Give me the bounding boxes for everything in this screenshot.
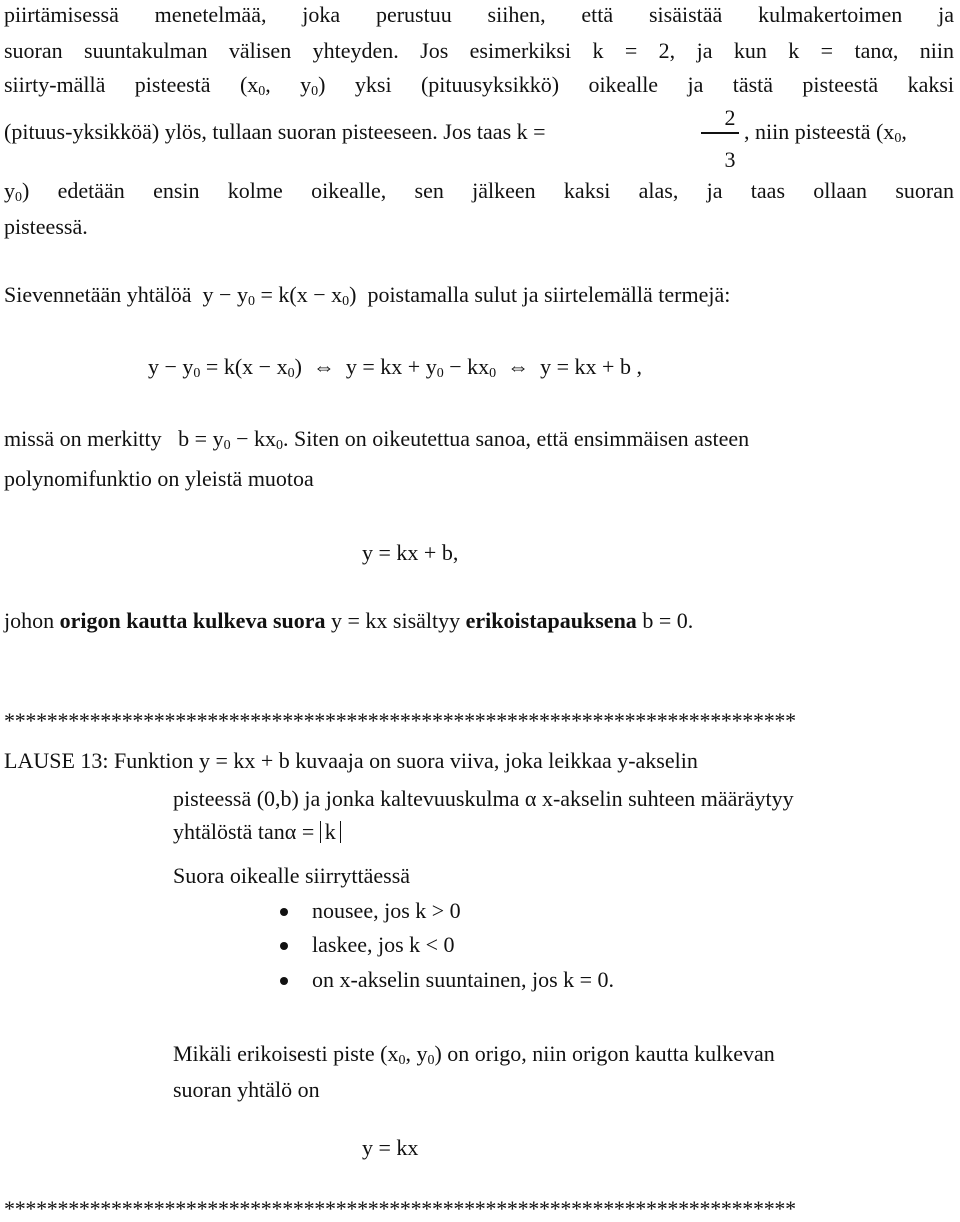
paragraph1-line1: piirtämisessä menetelmää, joka perustuu siihen, että sisäistää kulmakertoimen ja <box>4 2 954 27</box>
paragraph1-line4-tail: , niin pisteestä ($x_0$, <box>744 119 907 146</box>
theorem-line2: pisteessä (0,b) ja jonka kaltevuuskulma α x-akselin suhteen määräytyy <box>173 786 794 811</box>
iff-arrow: ⇔ <box>312 354 335 379</box>
absolute-value-k: k <box>320 821 341 843</box>
iff-arrow: ⇔ <box>507 354 530 379</box>
bullet-item-falling: laskee, jos k < 0 <box>312 932 455 957</box>
paragraph2-line: Sievennetään yhtälöä $y - y_0 = k(x - x_0)$ poistamalla sulut ja siirtelemällä termejä: <box>4 282 731 309</box>
paragraph1-line5: $y_0$) edetään ensin kolme oikealle, sen jälkeen kaksi alas, ja taas ollaan suoran <box>4 178 954 205</box>
fraction-denominator: 3 <box>724 147 736 172</box>
bullet-dot <box>280 942 288 950</box>
theorem-line5: Mikäli erikoisesti piste ($x_0$, $y_0$) on origo, niin origon kautta kulkevan <box>173 1041 775 1068</box>
bullet-item-rising: nousee, jos k > 0 <box>312 898 461 923</box>
paragraph4-line: johon origon kautta kulkeva suora y = kx sisältyy erikoistapauksena b = 0. <box>4 608 694 633</box>
bullet-dot <box>280 977 288 985</box>
bullet-item-horizontal: on x-akselin suuntainen, jos k = 0. <box>312 967 615 992</box>
paragraph1-line3: siirty-mällä pisteestä ($x_0$, $y_0$) yksi (pituusyksikkö) oikealle ja tästä pisteestä kaksi <box>4 72 955 99</box>
equation-general-form: y = kx + b, <box>362 540 459 565</box>
paragraph3-line2: polynomifunktio on yleistä muotoa <box>4 466 314 491</box>
separator-stars-bottom: ************************************************************************** <box>4 1196 796 1221</box>
paragraph3-line1: missä on merkitty $b = y_0 - kx_0$. Siten on oikeutettua sanoa, että ensimmäisen asteen <box>4 426 750 453</box>
equation-origin-line: y = kx <box>362 1135 419 1160</box>
fraction-numerator: 2 <box>724 105 736 130</box>
paragraph1-line2: suoran suuntakulman välisen yhteyden. Jos esimerkiksi k = 2, ja kun k = tanα, niin <box>4 38 954 63</box>
theorem-label: LAUSE 13 <box>4 748 103 773</box>
paragraph1-line6: pisteessä. <box>4 214 88 239</box>
inline-equation-b: $b = y_0 - kx_0$. <box>178 426 289 453</box>
separator-stars-top: ************************************************************************** <box>4 708 796 733</box>
paragraph1-line4: (pituus-yksikköä) ylös, tullaan suoran pisteeseen. Jos taas k = <box>4 119 546 144</box>
theorem-line4: Suora oikealle siirryttäessä <box>173 863 411 888</box>
fraction-bar <box>701 132 739 134</box>
theorem-line3: yhtälöstä tanα = k <box>173 821 341 843</box>
bullet-dot <box>280 908 288 916</box>
equation-derivation: $y - y_0 = k(x - x_0)$ ⇔ y = kx + $y_0 - kx_0$ ⇔ y = kx + b , <box>148 354 642 381</box>
theorem-line1: LAUSE 13: Funktion y = kx + b kuvaaja on suora viiva, joka leikkaa y-akselin <box>4 748 698 773</box>
theorem-line6: suoran yhtälö on <box>173 1077 320 1102</box>
inline-equation-point-slope: $y - y_0 = k(x - x_0)$ <box>202 282 357 309</box>
